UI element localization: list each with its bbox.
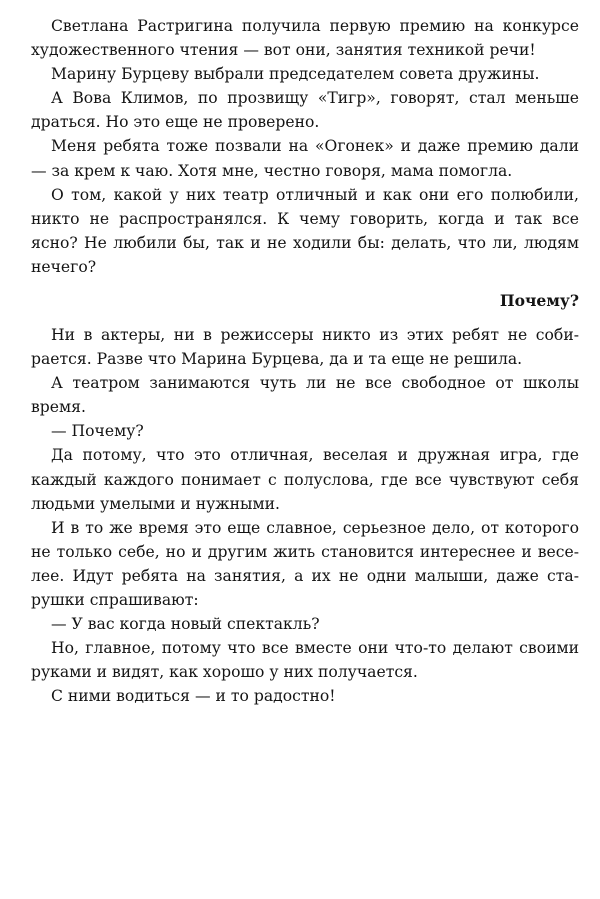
- paragraph: А театром занимаются чуть ли не все свободное от школы время.: [31, 374, 579, 417]
- text-block-before-heading: [31, 14, 579, 279]
- paragraph: Марину Бурцеву выбрали председателем совета дружины.: [51, 65, 540, 84]
- dialogue-line: — У вас когда новый спектакль?: [51, 615, 320, 634]
- paragraph: А Вова Климов, по прозвищу «Тигр», говорят, стал меньше драться. Но это еще не проверено.: [31, 89, 579, 132]
- section-heading: Почему?: [499, 291, 579, 310]
- dialogue-line: — Почему?: [51, 422, 144, 441]
- paragraph: Но, главное, потому что все вместе они что-то делают своими руками и видят, как хорошо у них получается.: [31, 639, 579, 682]
- paragraph: О том, какой у них театр отличный и как они его полюбили, никто не распространялся. К чему говорить, когда и так все ясно? Не любили бы, так и не ходили бы: делать, что ли, людям нечего?: [31, 185, 579, 276]
- paragraph: И в то же время это еще славное, серьезное дело, от которого не только себе, но и другим жить становится интереснее и веселее. Идут ребята на занятия, а их не одни малыши, даже старушки спрашивают:: [31, 518, 579, 610]
- paragraph: Ни в актеры, ни в режиссеры никто из этих ребят не собирается. Разве что Марина Бурцева, да и та еще не решила.: [31, 326, 579, 369]
- text-block-after-heading: [31, 323, 579, 709]
- paragraph: Меня ребята тоже позвали на «Огонек» и даже премию дали — за крем к чаю. Хотя мне, честно говоря, мама помогла.: [31, 137, 579, 180]
- paragraph: Светлана Растригина получила первую премию на конкурсе художественного чтения — вот они, занятия техникой речи!: [31, 17, 579, 60]
- paragraph: Да потому, что это отличная, веселая и дружная игра, где каждый каждого понимает с полуслова, где все чувствуют себя людьми умелыми и нужными.: [31, 446, 579, 513]
- paragraph: С ними водиться — и то радостно!: [51, 687, 336, 706]
